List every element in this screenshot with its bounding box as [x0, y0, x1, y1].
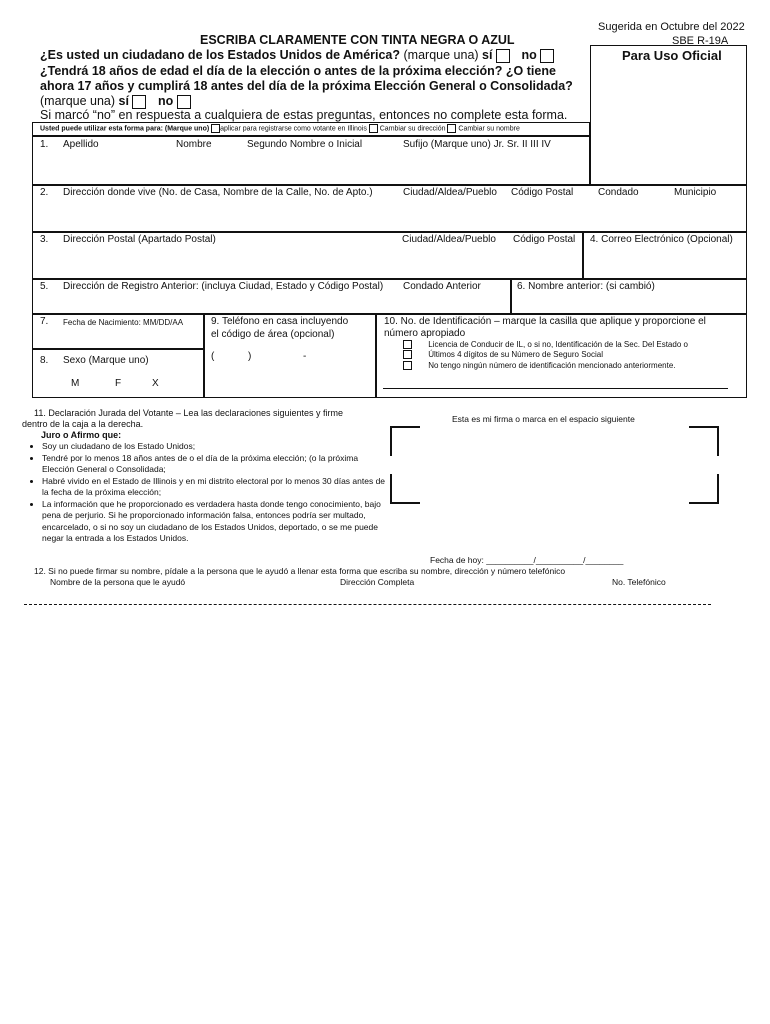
citizen-no-checkbox[interactable]	[540, 49, 554, 63]
license-label: Licencia de Conducir de IL, o si no, Identificación de la Sec. Del Estado o	[428, 340, 688, 349]
field-8-number: 8.	[40, 355, 49, 366]
citizen-yes-label: sí	[482, 48, 493, 62]
page-title: ESCRIBA CLARAMENTE CON TINTA NEGRA O AZUL	[200, 33, 515, 47]
citizen-question-text: ¿Es usted un ciudadano de los Estados Unidos de América?	[40, 48, 401, 62]
mailing-zip-label: Código Postal	[513, 234, 576, 245]
change-name-label: Cambiar su nombre	[458, 125, 520, 133]
signature-corner-br	[689, 474, 719, 504]
change-name-checkbox[interactable]	[447, 124, 456, 133]
sex-option-f[interactable]: F	[115, 378, 122, 389]
usage-label: Usted puede utilizar esta forma para: (Marque uno)	[40, 125, 210, 133]
county-label: Condado	[598, 187, 639, 198]
usage-options	[40, 124, 520, 133]
phone-label-line2: el código de área (opcional)	[211, 329, 335, 340]
previous-name-label: 6. Nombre anterior: (si cambió)	[517, 281, 655, 292]
first-name-label: Nombre	[176, 139, 212, 150]
citizen-mark-one: (marque una)	[403, 48, 479, 62]
field-7-number: 7.	[40, 316, 49, 327]
township-label: Municipio	[674, 187, 717, 198]
change-address-label: Cambiar su dirección	[379, 125, 446, 133]
no-id-checkbox[interactable]	[403, 361, 412, 370]
id-option-license	[403, 340, 688, 349]
last-name-label: Apellido	[63, 139, 99, 150]
age-no-label: no	[157, 94, 174, 108]
citizen-yes-checkbox[interactable]	[496, 49, 510, 63]
swear-label: Juro o Afirmo que:	[41, 430, 122, 440]
sex-label: Sexo (Marque uno)	[63, 355, 149, 366]
declaration-item: • Soy un ciudadano de los Estado Unidos;	[42, 441, 387, 453]
field-2-number: 2.	[40, 187, 49, 198]
change-address-checkbox[interactable]	[369, 124, 378, 133]
ssn-checkbox[interactable]	[403, 350, 412, 359]
citizen-question	[40, 48, 554, 63]
id-option-none	[403, 361, 676, 370]
declaration-item: • La información que he proporcionado es verdadera hasta donde tengo conocimiento, bajo pena de perjurio. Si he proporcionado información falsa, entonces podría ser multado, encarcelado, o si no soy un ciudadano de los Estados Unidos, deportado, o se me puede negar la entrada a los Estados Unidos.	[42, 499, 387, 545]
declaration-item: • Tendré por lo menos 18 años antes de o el día de la próxima elección; (o la próxima Elección General o Consolidada;	[42, 453, 387, 476]
previous-county-label: Condado Anterior	[403, 281, 481, 292]
ssn-label: Últimos 4 dígitos de su Número de Seguro Social	[428, 350, 603, 359]
helper-signature-line[interactable]	[24, 604, 711, 605]
age-question-line2: ahora 17 años y cumplirá 18 antes del día de la próxima Elección General o Consolidada?	[40, 79, 573, 93]
official-use-label: Para Uso Oficial	[622, 48, 722, 63]
no-id-label: No tengo ningún número de identificación mencionado anteriormente.	[428, 361, 676, 370]
previous-address-label: Dirección de Registro Anterior: (incluya Ciudad, Estado y Código Postal)	[63, 281, 384, 292]
signature-corner-bl	[390, 474, 420, 504]
zip-label: Código Postal	[511, 187, 574, 198]
id-label-line1: 10. No. de Identificación – marque la casilla que aplique y proporcione el	[384, 316, 706, 327]
helper-address-label: Dirección Completa	[340, 577, 415, 587]
declaration-line2: dentro de la caja a la derecha.	[22, 419, 144, 429]
suggested-date: Sugerida en Octubre del 2022	[598, 21, 745, 33]
birth-date-label: Fecha de Nacimiento: MM/DD/AA	[63, 318, 184, 327]
age-yes-label: sí	[118, 94, 129, 108]
age-no-checkbox[interactable]	[177, 95, 191, 109]
age-mark-one: (marque una)	[40, 94, 116, 108]
phone-dash: -	[303, 351, 307, 362]
sex-option-m[interactable]: M	[71, 378, 80, 389]
age-question-line1: ¿Tendrá 18 años de edad el día de la elección o antes de la próxima elección? ¿O tiene	[40, 64, 556, 78]
field-5-number: 5.	[40, 281, 49, 292]
warning-text: Si marcó “no” en respuesta a cualquiera de estas preguntas, entonces no complete esta forma.	[40, 108, 568, 122]
phone-open-paren: (	[211, 351, 215, 362]
age-answer-row	[40, 94, 191, 109]
middle-name-label: Segundo Nombre o Inicial	[247, 139, 363, 150]
signature-corner-tl	[390, 426, 420, 456]
signature-label: Esta es mi firma o marca en el espacio siguiente	[452, 414, 635, 424]
age-yes-checkbox[interactable]	[132, 95, 146, 109]
declaration-list	[22, 441, 387, 545]
register-checkbox[interactable]	[211, 124, 220, 133]
id-label-line2: número apropiado	[384, 328, 466, 339]
form-id: SBE R-19A	[672, 35, 729, 47]
field-1-number: 1.	[40, 139, 49, 150]
declaration-line1: 11. Declaración Jurada del Votante – Lea las declaraciones siguientes y firme	[34, 408, 344, 418]
id-option-ssn	[403, 350, 603, 359]
helper-phone-label: No. Telefónico	[612, 577, 666, 587]
helper-name-label: Nombre de la persona que le ayudó	[50, 577, 186, 587]
phone-label-line1: 9. Teléfono en casa incluyendo	[211, 316, 349, 327]
residence-address-label: Dirección donde vive (No. de Casa, Nombre de la Calle, No. de Apto.)	[63, 187, 373, 198]
official-use-box	[590, 45, 747, 185]
signature-corner-tr	[689, 426, 719, 456]
mailing-address-label: Dirección Postal (Apartado Postal)	[63, 234, 216, 245]
helper-instruction: 12. Si no puede firmar su nombre, pídale a la persona que le ayudó a llenar esta forma que escriba su nombre, dirección y número telefónico	[34, 566, 566, 576]
id-number-line[interactable]	[383, 388, 728, 389]
register-label: aplicar para registrarse como votante en Illinois	[220, 125, 367, 133]
mailing-city-label: Ciudad/Aldea/Pueblo	[402, 234, 496, 245]
declaration-item: • Habré vivido en el Estado de Illinois y en mi distrito electoral por lo menos 30 días antes de la fecha de la próxima elección;	[42, 476, 387, 499]
sex-option-x[interactable]: X	[152, 378, 159, 389]
signature-area[interactable]	[420, 430, 685, 502]
phone-close-paren: )	[248, 351, 252, 362]
citizen-no-label: no	[521, 48, 537, 62]
field-3-number: 3.	[40, 234, 49, 245]
email-label: 4. Correo Electrónico (Opcional)	[590, 234, 733, 245]
date-field[interactable]: Fecha de hoy: __________/__________/________	[430, 555, 624, 565]
license-checkbox[interactable]	[403, 340, 412, 349]
city-label: Ciudad/Aldea/Pueblo	[403, 187, 497, 198]
suffix-label: Sufijo (Marque uno) Jr. Sr. II III IV	[403, 139, 551, 150]
